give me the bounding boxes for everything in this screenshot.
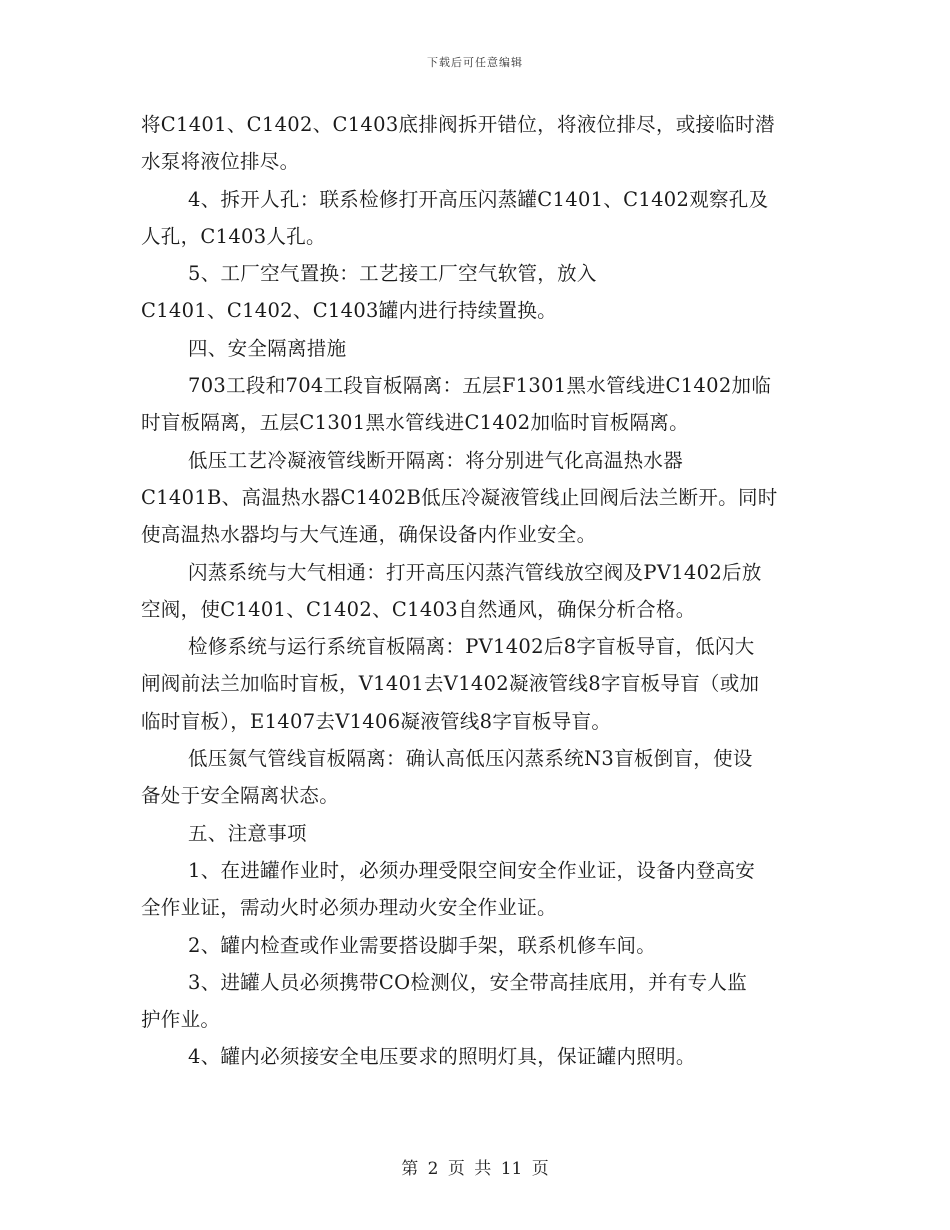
text-line-11: C1401B、高温热水器C1402B低压冷凝液管线止回阀后法兰断开。同时: [141, 485, 778, 509]
text-line-25: 护作业。: [141, 1008, 221, 1032]
text-line-1: 将C1401、C1402、C1403底排阀拆开错位，将液位排尽，或接临时潜: [141, 113, 775, 136]
text-line-4: 人孔，C1403人孔。: [141, 224, 326, 248]
text-line-5: 5、工厂空气置换：工艺接工厂空气软管，放入: [188, 262, 597, 286]
text-line-21: 1、在进罐作业时，必须办理受限空间安全作业证，设备内登高安: [188, 858, 756, 882]
text-line-14: 空阀，使C1401、C1402、C1403自然通风，确保分析合格。: [141, 597, 696, 621]
text-line-16: 闸阀前法兰加临时盲板，V1401去V1402凝液管线8字盲板导盲（或加: [141, 672, 760, 696]
text-line-2: 水泵将液位排尽。: [141, 150, 300, 174]
text-line-8: 703工段和704工段盲板隔离：五层F1301黑水管线进C1402加临: [188, 374, 772, 398]
text-line-13: 闪蒸系统与大气相通：打开高压闪蒸汽管线放空阀及PV1402后放: [188, 560, 762, 584]
document-body: [141, 106, 809, 1076]
text-line-15: 检修系统与运行系统盲板隔离：PV1402后8字盲板导盲，低闪大: [188, 635, 755, 659]
text-line-9: 时盲板隔离，五层C1301黑水管线进C1402加临时盲板隔离。: [141, 411, 689, 435]
text-line-10: 低压工艺冷凝液管线断开隔离：将分别进气化高温热水器: [188, 448, 684, 472]
text-line-26: 4、罐内必须接安全电压要求的照明灯具，保证罐内照明。: [188, 1045, 696, 1069]
text-line-19: 备处于安全隔离状态。: [141, 784, 340, 808]
text-line-12: 使高温热水器均与大气连通，确保设备内作业安全。: [141, 523, 597, 547]
section-heading-4: 四、安全隔离措施: [188, 336, 347, 360]
text-line-6: C1401、C1402、C1403罐内进行持续置换。: [141, 299, 557, 323]
text-line-22: 全作业证，需动火时必须办理动火安全作业证。: [141, 896, 557, 920]
text-line-24: 3、进罐人员必须携带CO检测仪，安全带高挂底用，并有专人监: [188, 970, 748, 994]
text-line-17: 临时盲板），E1407去V1406凝液管线8字盲板导盲。: [141, 709, 612, 733]
page-footer: 第 2 页 共 11 页: [401, 1159, 549, 1179]
text-line-23: 2、罐内检查或作业需要搭设脚手架，联系机修车间。: [188, 933, 657, 957]
text-line-3: 4、拆开人孔：联系检修打开高压闪蒸罐C1401、C1402观察孔及: [188, 187, 769, 211]
text-line-18: 低压氮气管线盲板隔离：确认高低压闪蒸系统N3盲板倒盲，使设: [188, 747, 753, 771]
section-heading-5: 五、注意事项: [188, 821, 307, 845]
page-header: 下载后可任意编辑: [427, 56, 523, 69]
